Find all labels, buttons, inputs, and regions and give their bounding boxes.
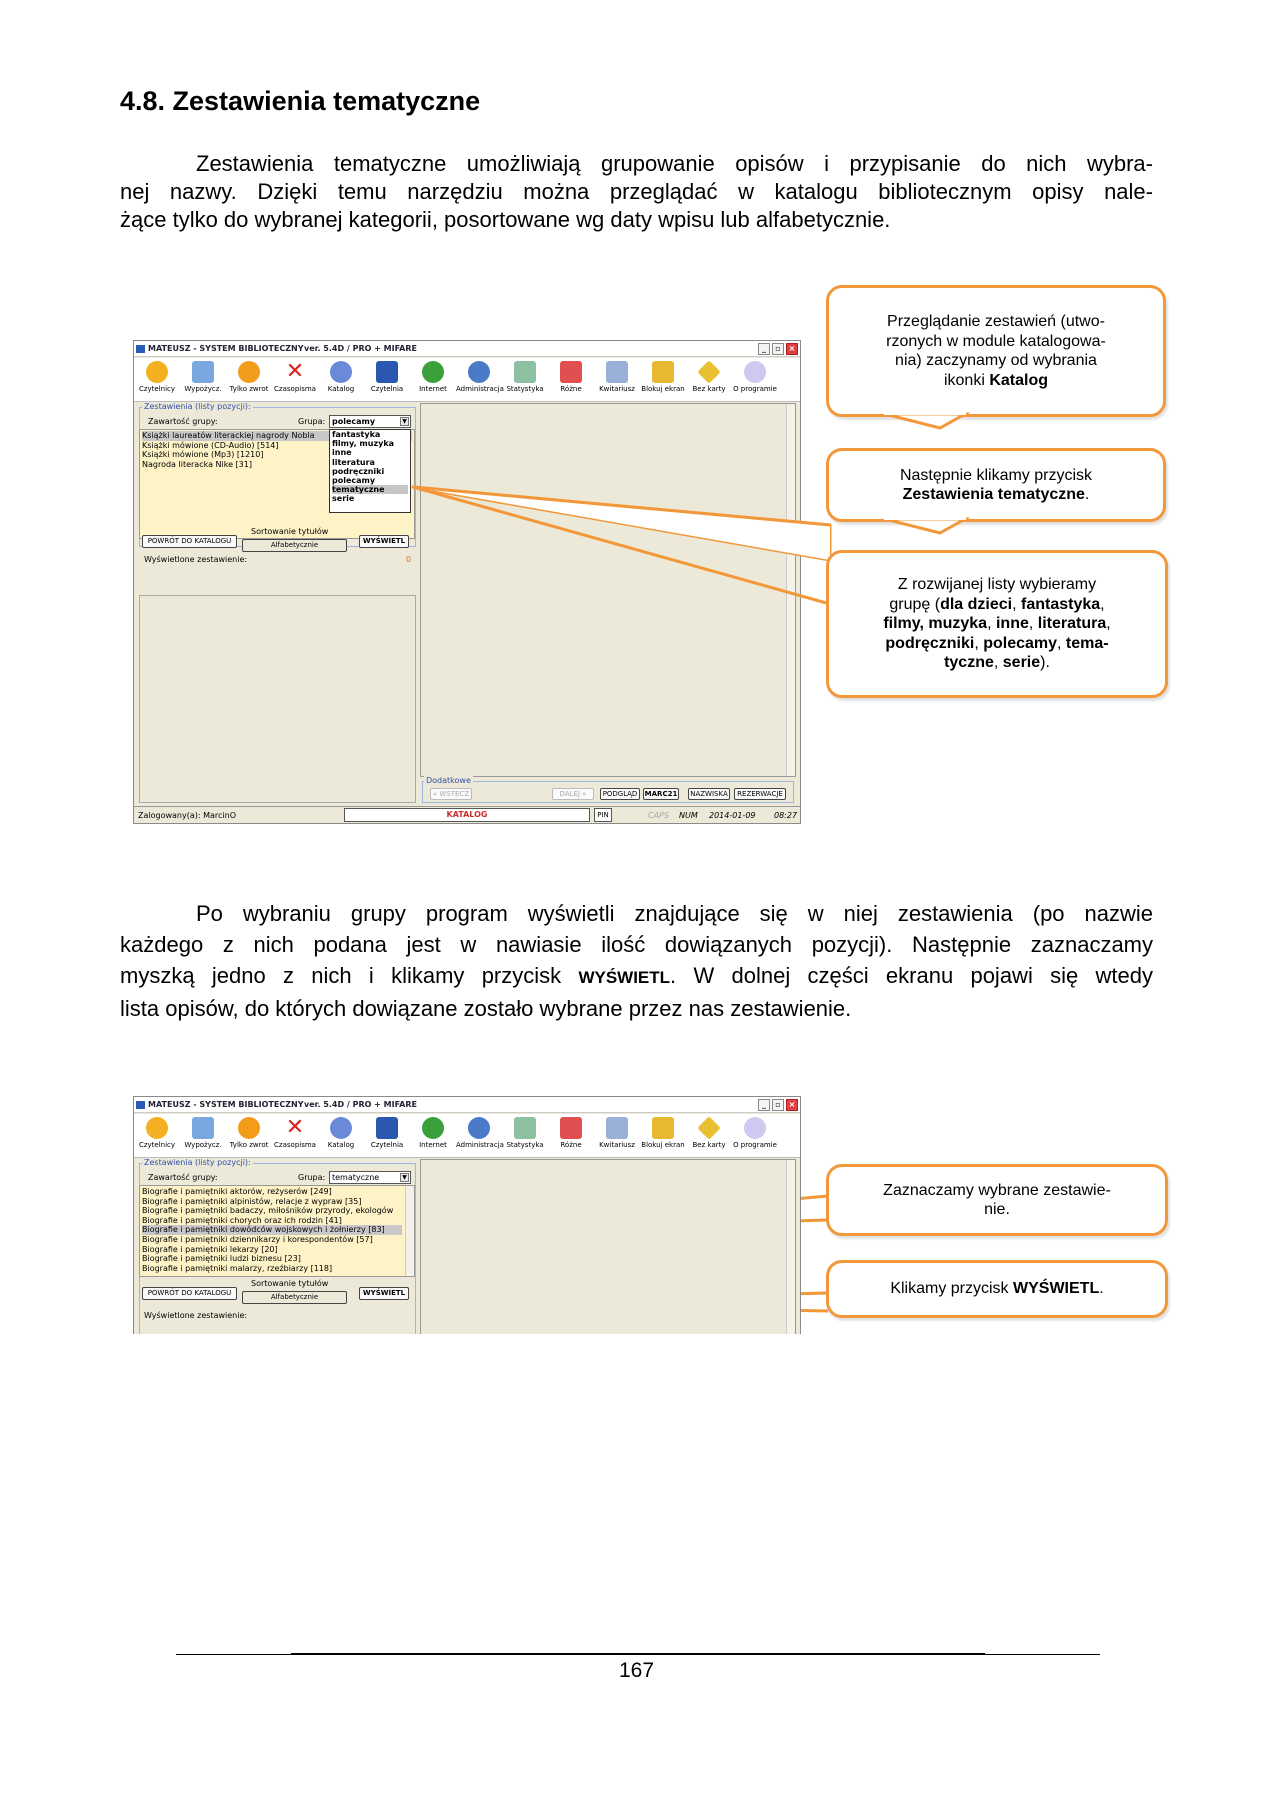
dropdown-option[interactable]: serie [332, 494, 355, 504]
shown-count: 0 [406, 555, 412, 564]
callout-katalog: Przeglądanie zestawień (utwo- rzonych w module katalogowa- nia) zaczynamy od wybrania ikonki Katalog [826, 285, 1166, 417]
toolbar-administracja[interactable]: Administracja [456, 1116, 502, 1149]
app-title: MATEUSZ - SYSTEM BIBLIOTECZNY [148, 1100, 304, 1109]
sort-label: Sortowanie tytułów [251, 1279, 329, 1288]
grupa-label: Grupa: [298, 417, 326, 426]
toolbar-katalog[interactable]: Katalog [318, 360, 364, 393]
zawartosc-label: Zawartość grupy: [148, 1173, 218, 1182]
sort-select[interactable]: Alfabetycznie [242, 1291, 347, 1304]
back-to-catalog-button[interactable]: POWRÓT DO KATALOGU [142, 1287, 237, 1300]
callout-tail-2 [880, 517, 970, 537]
toolbar-czasopisma[interactable]: ✕ Czasopisma [274, 359, 316, 393]
statistics-icon [514, 1117, 536, 1139]
toolbar-czytelnicy[interactable]: Czytelnicy [134, 360, 180, 393]
intro-line-2: nej nazwy. Dzięki temu narzędziu można przeglądać w katalogu bibliotecznym opisy nale- [120, 179, 1153, 204]
scrollbar[interactable] [786, 1160, 795, 1334]
para2-line-3: myszką jedno z nich i klikamy przycisk WYŚWIETL. W dolnej części ekranu pojawi się wtedy [120, 963, 1153, 988]
list-item[interactable]: Nagroda literacka Nike [31] [142, 459, 252, 469]
app-logo-icon [136, 1101, 145, 1109]
callout-zaznaczamy: Zaznaczamy wybrane zestawie- nie. [826, 1164, 1168, 1236]
toolbar-katalog[interactable]: Katalog [318, 1116, 364, 1149]
list-item[interactable]: Biografie i pamiętniki badaczy, miłośników przyrody, ekologów [142, 1206, 394, 1216]
list-item[interactable]: Biografie i pamiętniki dziennikarzy i korespondentów [57] [142, 1234, 373, 1244]
list-item[interactable]: Książki mówione (CD-Audio) [514] [142, 440, 279, 450]
dropdown-option[interactable]: podręczniki [332, 466, 385, 476]
magazines-icon: ✕ [285, 1115, 305, 1140]
shown-label: Wyświetlone zestawienie: [144, 1311, 248, 1320]
back-to-catalog-button[interactable]: POWRÓT DO KATALOGU [142, 535, 237, 548]
toolbar-o-programie[interactable]: O programie [732, 1116, 778, 1149]
list-item[interactable]: Biografie i pamiętniki ludzi biznesu [23] [142, 1254, 301, 1264]
maximize-icon[interactable]: ▫ [772, 343, 784, 355]
toolbar-czytelnicy[interactable]: Czytelnicy [134, 1116, 180, 1149]
sort-select[interactable]: Alfabetycznie [242, 539, 347, 552]
zawartosc-label: Zawartość grupy: [148, 417, 218, 426]
toolbar-czytelnia[interactable]: Czytelnia [364, 360, 410, 393]
show-button[interactable]: WYŚWIETL [359, 535, 409, 548]
names-button[interactable]: NAZWISKA [688, 788, 730, 800]
toolbar-bez-karty[interactable]: Bez karty [686, 360, 732, 393]
pin-field[interactable]: PIN [594, 808, 612, 822]
list-item[interactable]: Książki laureatów literackiej nagrody Nobla [142, 431, 412, 441]
reading-room-icon [376, 1117, 398, 1139]
group-select[interactable]: tematyczne ▼ [329, 1171, 411, 1184]
internet-icon [422, 1117, 444, 1139]
para2-line-1: Po wybraniu grupy program wyświetli znajdujące się w niej zestawienia (po nazwie [196, 901, 1153, 926]
prev-button[interactable]: « WSTECZ [430, 788, 472, 800]
marc21-button[interactable]: MARC21 [644, 790, 678, 798]
app-version: ver. 5.4D / PRO + MIFARE [304, 344, 417, 353]
minimize-icon[interactable]: _ [758, 343, 770, 355]
status-num: NUM [679, 811, 698, 820]
footer-rule-bold [291, 1653, 985, 1655]
readers-icon [146, 1117, 168, 1139]
intro-line-3: żące tylko do wybranej kategorii, posortowane wg daty wpisu lub alfabetycznie. [120, 207, 891, 232]
admin-icon [468, 1117, 490, 1139]
close-icon[interactable]: × [786, 1099, 798, 1111]
toolbar-kwitariusz[interactable]: Kwitariusz [594, 360, 640, 393]
about-icon [744, 1117, 766, 1139]
toolbar-tylko-zwrot[interactable]: Tylko zwrot [226, 360, 272, 393]
para2-line-2: każdego z nich podana jest w nawiasie ilość dowiązanych pozycji). Następnie zaznaczamy [120, 932, 1153, 957]
show-button[interactable]: WYŚWIETL [359, 1287, 409, 1300]
toolbar-rozne[interactable]: Różne [548, 360, 594, 393]
shown-label: Wyświetlone zestawienie: [144, 555, 248, 564]
toolbar-rozne[interactable]: Różne [548, 1116, 594, 1149]
list-item[interactable]: Biografie i pamiętniki aktorów, reżyserów [249] [142, 1187, 332, 1196]
description-pane [420, 1159, 796, 1334]
list-item[interactable]: Biografie i pamiętniki lekarzy [20] [142, 1244, 278, 1254]
callout-zestawienia: Następnie klikamy przycisk Zestawienia tematyczne. [826, 448, 1166, 522]
toolbar-bez-karty[interactable]: Bez karty [686, 1116, 732, 1149]
toolbar-blokuj-ekran[interactable]: Blokuj ekran [640, 1116, 686, 1149]
zestawienia-label: Zestawienia (listy pozycji): [144, 402, 251, 411]
dropdown-option[interactable]: filmy, muzyka [332, 439, 395, 449]
app-version: ver. 5.4D / PRO + MIFARE [304, 1100, 417, 1109]
list-item[interactable]: Biografie i pamiętniki dowódców wojskowych i żołnierzy [83] [142, 1225, 402, 1235]
dropdown-option[interactable]: literatura [332, 457, 375, 467]
toolbar-kwitariusz[interactable]: Kwitariusz [594, 1116, 640, 1149]
status-time: 08:27 [774, 811, 798, 820]
minimize-icon[interactable]: _ [758, 1099, 770, 1111]
misc-icon [560, 1117, 582, 1139]
dropdown-option[interactable]: inne [332, 448, 352, 458]
no-card-icon [697, 1116, 720, 1139]
toolbar-statystyka[interactable]: Statystyka [502, 360, 548, 393]
toolbar-czasopisma[interactable]: ✕ Czasopisma [274, 1115, 316, 1149]
group-select[interactable]: polecamy ▼ [329, 415, 411, 428]
list-item[interactable]: Biografie i pamiętniki alpinistów, relacje z wypraw [35] [142, 1196, 362, 1206]
section-heading: 4.8. Zestawienia tematyczne [120, 86, 481, 116]
status-module: KATALOG [344, 808, 590, 822]
return-icon [238, 1117, 260, 1139]
page-number: 167 [618, 1659, 655, 1682]
status-user: Zalogowany(a): MarcinO [138, 811, 237, 820]
chevron-down-icon: ▼ [400, 417, 409, 426]
toolbar-czytelnia[interactable]: Czytelnia [364, 1116, 410, 1149]
chevron-down-icon: ▼ [400, 1173, 409, 1182]
magazines-icon: ✕ [285, 359, 305, 384]
zestawienia-label: Zestawienia (listy pozycji): [144, 1158, 251, 1167]
grupa-label: Grupa: [298, 1173, 326, 1182]
callout-grupy: Z rozwijanej listy wybieramy grupę (dla dzieci, fantastyka, filmy, muzyka, inne, literatura, podręczniki, polecamy, tema- tyczne, serie). [826, 550, 1168, 698]
toolbar-tylko-zwrot[interactable]: Tylko zwrot [226, 1116, 272, 1149]
dodatkowe-label: Dodatkowe [426, 776, 471, 785]
paragraph-2 [120, 898, 1153, 1024]
sort-label: Sortowanie tytułów [251, 527, 329, 536]
list-item[interactable]: Biografie i pamiętniki malarzy, rzeźbiarzy [118] [142, 1263, 333, 1273]
toolbar-administracja[interactable]: Administracja [456, 360, 502, 393]
app-title: MATEUSZ - SYSTEM BIBLIOTECZNY [148, 344, 304, 353]
toolbar-internet[interactable]: Internet [410, 1116, 456, 1149]
dropdown-option[interactable]: polecamy [332, 476, 376, 486]
intro-line-1: Zestawienia tematyczne umożliwiają grupowanie opisów i przypisanie do nich wybra- [196, 151, 1153, 176]
catalog-icon [330, 1117, 352, 1139]
list-item[interactable]: Biografie i pamiętniki chorych oraz ich rodzin [41] [142, 1215, 342, 1225]
toolbar-wypozycz[interactable]: Wypożycz. [180, 1116, 226, 1149]
toolbar-statystyka[interactable]: Statystyka [502, 1116, 548, 1149]
list-item[interactable]: Książki mówione (Mp3) [1210] [142, 450, 264, 460]
app-window-2 [133, 1096, 801, 1334]
lock-icon [652, 1117, 674, 1139]
status-caps: CAPS [648, 811, 669, 820]
callout-tail-1 [880, 412, 970, 432]
receipt-icon [606, 1117, 628, 1139]
lend-icon [192, 1117, 214, 1139]
para2-line-4: lista opisów, do których dowiązane zostało wybrane przez nas zestawienie. [120, 996, 852, 1021]
toolbar [134, 1114, 800, 1158]
next-button[interactable]: DALEJ » [552, 788, 594, 800]
maximize-icon[interactable]: ▫ [772, 1099, 784, 1111]
dropdown-option[interactable]: fantastyka [332, 430, 381, 439]
toolbar-internet[interactable]: Internet [410, 360, 456, 393]
preview-button[interactable]: PODGLĄD [600, 788, 640, 800]
callout-wyswietl: Klikamy przycisk WYŚWIETL. [826, 1260, 1168, 1318]
toolbar-o-programie[interactable]: O programie [732, 360, 778, 393]
list-scrollbar[interactable] [405, 1186, 414, 1276]
close-icon[interactable]: × [786, 343, 798, 355]
status-date: 2014-01-09 [709, 811, 756, 820]
toolbar-blokuj-ekran[interactable]: Blokuj ekran [640, 360, 686, 393]
toolbar-wypozycz[interactable]: Wypożycz. [180, 360, 226, 393]
reservations-button[interactable]: REZERWACJE [734, 788, 786, 800]
zestawienia-list[interactable] [139, 1185, 415, 1277]
title-bar [134, 1097, 800, 1113]
dropdown-option[interactable]: tematyczne [332, 485, 408, 494]
